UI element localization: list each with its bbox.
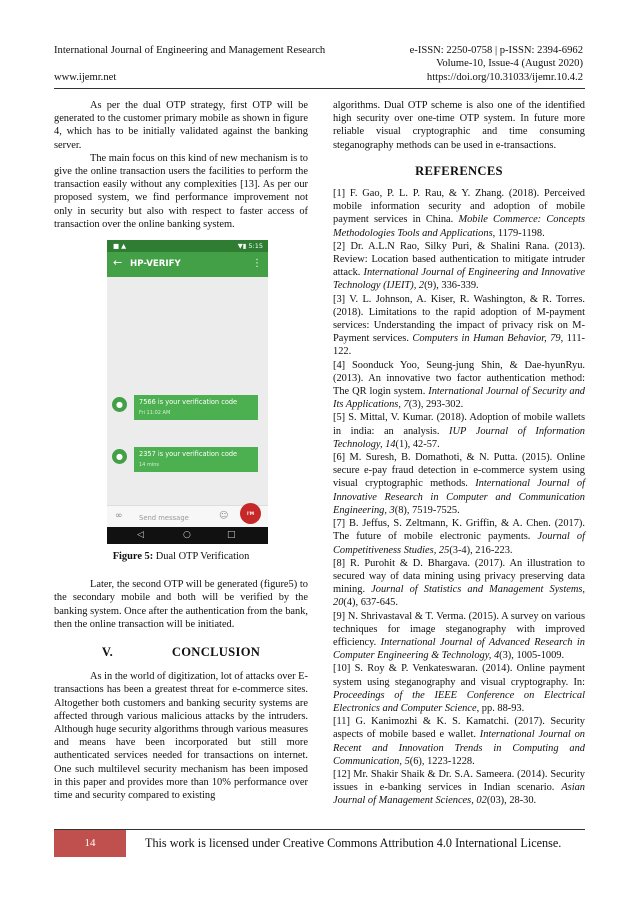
- message-bubble[interactable]: [134, 447, 258, 472]
- status-bar: [107, 240, 268, 252]
- footer-rule: [54, 829, 585, 830]
- reference-item: [7] B. Jeffus, S. Zeltmann, K. Griffin, & A. Chen. (2017). The future of mobile electronic payments. Journal of Competitiveness Studies, 25(3-4), 216-223.: [333, 518, 585, 556]
- android-nav-bar: [107, 527, 268, 544]
- app-bar: [107, 252, 268, 277]
- sender-avatar-icon: ●: [112, 449, 127, 464]
- issn: e-ISSN: 2250-0758 | p-ISSN: 2394-6962: [409, 45, 583, 56]
- reference-item: [3] V. L. Johnson, A. Kiser, R. Washington, & R. Torres. (2018). Limitations to the rapid adoption of M-payment services: Understanding the impact of privacy risk on M-Payment services. Computers in Human Behavior, 79, 111-122.: [333, 293, 585, 358]
- overflow-menu-icon[interactable]: ⋮: [252, 258, 262, 270]
- reference-item: [1] F. Gao, P. L. P. Rau, & Y. Zhang. (2018). Perceived mobile information security and adoption of mobile payment services in China. Mobile Commerce: Concepts Methodologies Tools and Applications, 1179-1198.: [333, 188, 585, 239]
- figure-caption: Figure 5: Dual OTP Verification: [112, 551, 250, 563]
- attach-icon[interactable]: ∞: [115, 511, 123, 522]
- reference-item: [10] S. Roy & P. Venkateswaran. (2014). Online payment system using steganography and visual cryptography. In: Proceedings of the IEEE Conference on Electrical Electronics and Computer Science, pp. 88-93.: [333, 663, 585, 714]
- nav-back-icon[interactable]: ◁: [137, 530, 144, 541]
- right-column: [333, 99, 585, 808]
- reference-item: [11] G. Kanimozhi & K. S. Kamatchi. (2017). Security aspects of mobile based e wallet. International Journal on Recent and Innovation Trends in Computing and Communication, 5(6), 1223-1228.: [333, 716, 585, 767]
- message-bubble[interactable]: [134, 395, 258, 420]
- message-time: Fri 11:02 AM: [139, 409, 171, 416]
- doi-link[interactable]: https://doi.org/10.31033/ijemr.10.4.2: [426, 72, 583, 83]
- section-heading-conclusion: V. CONCLUSION: [101, 645, 261, 660]
- emoji-icon[interactable]: ☺: [219, 511, 229, 522]
- page-number: 14: [54, 830, 126, 857]
- volume-issue: Volume-10, Issue-4 (August 2020): [436, 58, 583, 69]
- paragraph-conclusion: As in the world of digitization, lot of attacks over E-transactions has been a greatest threat for e-commerce sites. Altogether both customers and banking security systems are affected through various malicious attacks by the intruders. Although huge security algorithms through various measures and means have been incorporated but still more authenticated services needed for transactions on internet. One such multilevel security mechanism has been imposed in this paper and provides more than 10% performance over time and security compared to existing: [54, 671, 308, 802]
- phone-screenshot: [107, 240, 268, 544]
- app-title: HP-VERIFY: [130, 259, 181, 270]
- left-column: [54, 99, 308, 802]
- status-time: ▼▮ 5:15: [237, 242, 263, 251]
- reference-item: [5] S. Mittal, V. Kumar. (2018). Adoption of mobile wallets in india: an analysis. IUP Journal of Information Technology, 14(1), 42-57.: [333, 412, 585, 450]
- paragraph-main-focus: The main focus on this kind of new mechanism is to give the online transaction users the facilities to perform the transaction easily without any complexities [13]. As per our proposed system, we find performance improvement not only in security but also with respect to faster access of transaction over the online banking system.: [54, 152, 308, 230]
- reference-item: [4] Soonduck Yoo, Seung-jung Shin, & Dae-hyunRyu. (2013). An innovative two factor authentication method: The QR login system. International Journal of Security and Its Applications, 7(3), 293-302.: [333, 359, 585, 411]
- message-time: 14 mins: [139, 461, 159, 468]
- reference-item: [12] Mr. Shakir Shaik & Dr. S.A. Sameera. (2014). Security issues in e-banking services in Indian scenario. Asian Journal of Management Sciences, 02(03), 28-30.: [333, 768, 585, 807]
- message-thread: [107, 277, 268, 527]
- compose-bar: [107, 505, 268, 528]
- reference-list: [333, 187, 585, 808]
- reference-item: [2] Dr. A.L.N Rao, Silky Puri, & Shalini Rana. (2013). Review: Location based authentication to mitigate intruder attack. International Journal of Engineering and Innovative Technology (IJEIT), 2(9), 336-339.: [333, 240, 586, 292]
- section-heading-references: REFERENCES: [415, 163, 503, 178]
- paragraph-second-otp: Later, the second OTP will be generated (figure5) to the secondary mobile and both will be verified by the banking system. Once after the authentication from the bank, then the online transaction will be initiated.: [54, 579, 308, 630]
- paragraph-conclusion-continued: algorithms. Dual OTP scheme is also one of the identified high security over one-time OTP system. In future more reliable visual cryptographic and time consuming steganography methods can be used in e-transactions.: [333, 100, 585, 151]
- india-logo: I'M: [240, 503, 261, 524]
- paragraph-otp-strategy: As per the dual OTP strategy, first OTP will be generated to the customer primary mobile as shown in figure 4, which has to be initially validated against the banking server.: [54, 100, 308, 151]
- nav-home-icon[interactable]: ○: [183, 530, 191, 541]
- journal-name: International Journal of Engineering and Management Research: [54, 45, 326, 56]
- message-text: 2357 is your verification code: [139, 450, 238, 459]
- notification-icons: ■▲: [113, 242, 129, 251]
- license-notice: This work is licensed under Creative Commons Attribution 4.0 International License.: [145, 836, 562, 850]
- nav-recents-icon[interactable]: □: [227, 530, 236, 541]
- send-message-input[interactable]: Send message: [139, 514, 189, 523]
- message-text: 7566 is your verification code: [139, 398, 238, 407]
- sender-avatar-icon: ●: [112, 397, 127, 412]
- back-arrow-icon[interactable]: ←: [113, 256, 123, 270]
- journal-website[interactable]: www.ijemr.net: [54, 72, 117, 83]
- header-rule: [54, 88, 585, 89]
- reference-item: [9] N. Shrivastaval & T. Verma. (2015). A survey on various techniques for image steganography with improved efficiency. International Journal of Advanced Research in Computer Engineering & Technology, 4(3), 1005-1009.: [333, 610, 585, 662]
- figure-5: [54, 240, 308, 548]
- reference-item: [6] M. Suresh, B. Domathoti, & N. Putta. (2015). Online secure e-pay fraud detection in e-commerce system using visual cryptographic methods. International Journal of Innovative Research in Computer and Communication Engineering, 3(8), 7519-7525.: [333, 452, 585, 516]
- reference-item: [8] R. Purohit & D. Bhargava. (2017). An illustration to secured way of data mining using privacy preserving data mining. Journal of Statistics and Management Systems, 20(4), 637-645.: [333, 557, 585, 609]
